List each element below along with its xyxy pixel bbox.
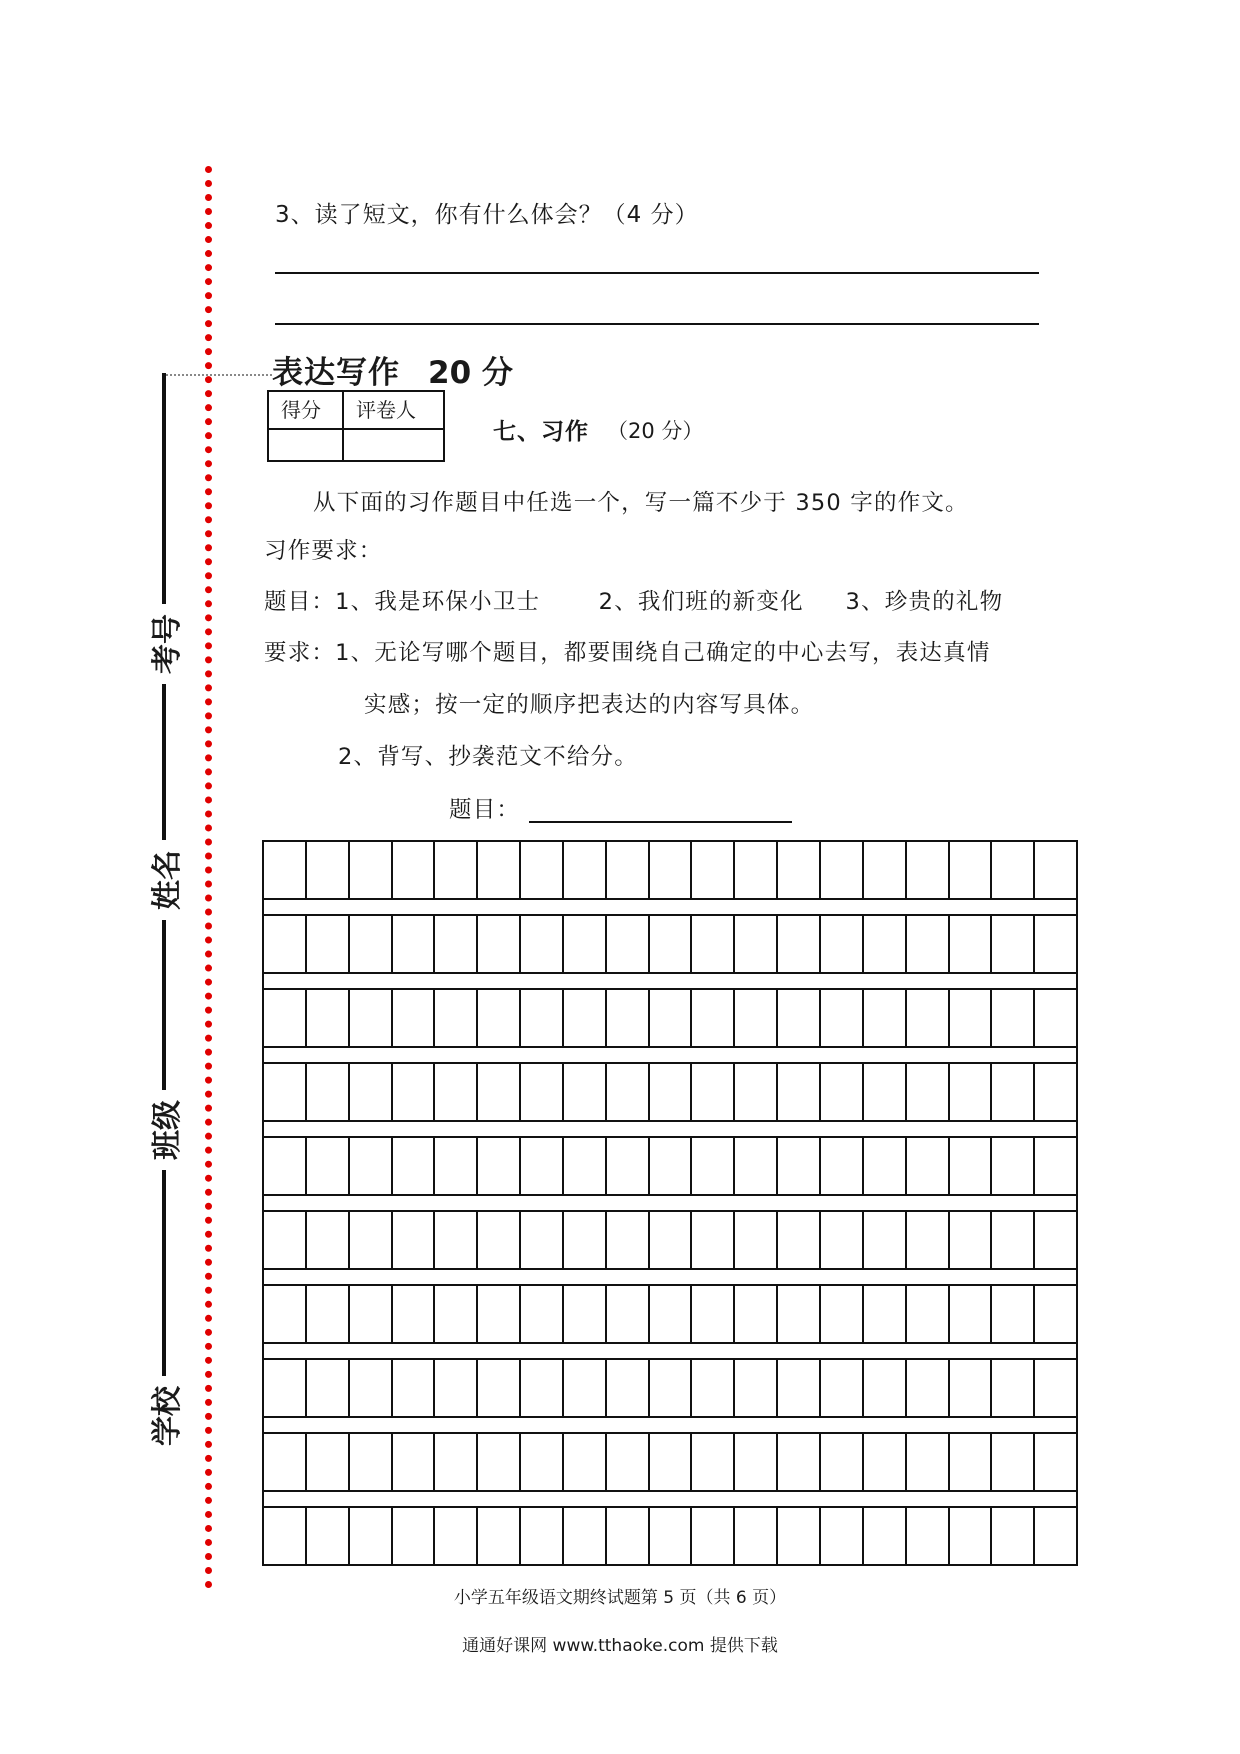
grid-cell[interactable] [907, 1508, 950, 1564]
grid-cell[interactable] [393, 1138, 436, 1194]
grid-cell[interactable] [264, 990, 307, 1046]
grid-cell[interactable] [992, 1360, 1035, 1416]
grid-cell[interactable] [735, 1434, 778, 1490]
grid-cell[interactable] [393, 1508, 436, 1564]
grid-cell[interactable] [264, 1064, 307, 1120]
topic-list: 题目：1、我是环保小卫士 2、我们班的新变化 3、珍贵的礼物 [264, 589, 1004, 615]
grid-cell[interactable] [778, 1064, 821, 1120]
grid-cell[interactable] [435, 842, 478, 898]
grid-cell[interactable] [864, 916, 907, 972]
grid-cell[interactable] [907, 1138, 950, 1194]
grid-cell[interactable] [1035, 1434, 1076, 1490]
grid-cell[interactable] [264, 1286, 307, 1342]
answer-line-2[interactable] [275, 323, 1039, 325]
grid-cell[interactable] [521, 1212, 564, 1268]
grid-cell[interactable] [992, 916, 1035, 972]
grid-cell[interactable] [907, 1064, 950, 1120]
grid-cell[interactable] [692, 842, 735, 898]
grid-cell[interactable] [864, 1360, 907, 1416]
grid-cell[interactable] [350, 1508, 393, 1564]
grid-cell[interactable] [650, 1138, 693, 1194]
grid-cell[interactable] [393, 916, 436, 972]
grid-cell[interactable] [393, 1212, 436, 1268]
requirement-1-line-2: 实感；按一定的顺序把表达的内容写具体。 [364, 692, 815, 718]
title-field-blank[interactable] [529, 821, 792, 823]
grid-cell[interactable] [778, 990, 821, 1046]
grid-cell[interactable] [907, 1434, 950, 1490]
grid-cell[interactable] [307, 1360, 350, 1416]
grid-cell[interactable] [778, 1212, 821, 1268]
grader-header: 评卷人 [344, 392, 443, 430]
grid-cell[interactable] [350, 1286, 393, 1342]
grid-cell[interactable] [950, 1434, 993, 1490]
grid-cell[interactable] [992, 990, 1035, 1046]
grid-row-gap [264, 1416, 1076, 1432]
grid-row-gap [264, 1268, 1076, 1284]
grid-cell[interactable] [564, 916, 607, 972]
grid-cell[interactable] [907, 916, 950, 972]
grid-cell[interactable] [735, 1286, 778, 1342]
grid-row-gap [264, 1490, 1076, 1506]
grid-cell[interactable] [950, 1138, 993, 1194]
grid-cell[interactable] [992, 1508, 1035, 1564]
score-cell[interactable] [269, 430, 344, 460]
grid-cell[interactable] [264, 1360, 307, 1416]
grid-cell[interactable] [692, 1138, 735, 1194]
grid-cell[interactable] [864, 842, 907, 898]
grid-cell[interactable] [821, 916, 864, 972]
grid-cell[interactable] [435, 1064, 478, 1120]
writing-instruction: 从下面的习作题目中任选一个，写一篇不少于 350 字的作文。 [313, 490, 969, 516]
grid-row [262, 1506, 1078, 1566]
score-table [267, 390, 445, 462]
grid-cell[interactable] [1035, 990, 1076, 1046]
grid-row [262, 1432, 1078, 1508]
grid-cell[interactable] [393, 1064, 436, 1120]
grid-cell[interactable] [821, 990, 864, 1046]
grid-cell[interactable] [1035, 1360, 1076, 1416]
writing-grid [262, 840, 1078, 1576]
source-credit: 通通好课网 www.tthaoke.com 提供下载 [462, 1636, 778, 1656]
grid-cell[interactable] [607, 842, 650, 898]
grid-cell[interactable] [435, 990, 478, 1046]
grid-row [262, 914, 1078, 990]
grid-cell[interactable] [564, 1064, 607, 1120]
grid-row [262, 988, 1078, 1064]
grid-cell[interactable] [393, 1360, 436, 1416]
question-7-score: （20 分） [607, 419, 704, 443]
grid-cell[interactable] [564, 1286, 607, 1342]
requirements-heading: 习作要求： [264, 538, 383, 564]
grid-cell[interactable] [650, 1508, 693, 1564]
grid-cell[interactable] [907, 990, 950, 1046]
grid-cell[interactable] [350, 842, 393, 898]
grid-cell[interactable] [264, 842, 307, 898]
grid-cell[interactable] [650, 916, 693, 972]
grid-cell[interactable] [521, 1360, 564, 1416]
grid-cell[interactable] [950, 990, 993, 1046]
grid-cell[interactable] [564, 1434, 607, 1490]
grid-cell[interactable] [821, 1360, 864, 1416]
grid-row [262, 1358, 1078, 1434]
grid-cell[interactable] [692, 1286, 735, 1342]
grid-cell[interactable] [992, 1138, 1035, 1194]
grid-cell[interactable] [950, 1064, 993, 1120]
grid-cell[interactable] [950, 1360, 993, 1416]
grid-cell[interactable] [992, 1064, 1035, 1120]
grid-cell[interactable] [435, 916, 478, 972]
grid-cell[interactable] [1035, 1064, 1076, 1120]
grid-cell[interactable] [778, 1360, 821, 1416]
grid-cell[interactable] [264, 1508, 307, 1564]
grid-cell[interactable] [478, 916, 521, 972]
grid-cell[interactable] [478, 1360, 521, 1416]
grid-cell[interactable] [950, 842, 993, 898]
grid-cell[interactable] [864, 1064, 907, 1120]
grid-cell[interactable] [907, 1212, 950, 1268]
grid-cell[interactable] [778, 1508, 821, 1564]
grid-cell[interactable] [350, 1064, 393, 1120]
grid-cell[interactable] [307, 1508, 350, 1564]
grid-cell[interactable] [435, 1360, 478, 1416]
grid-cell[interactable] [564, 1360, 607, 1416]
grid-cell[interactable] [435, 1434, 478, 1490]
grid-cell[interactable] [821, 1434, 864, 1490]
score-header: 得分 [269, 392, 344, 430]
grid-cell[interactable] [564, 1508, 607, 1564]
grid-cell[interactable] [521, 842, 564, 898]
grid-cell[interactable] [907, 1286, 950, 1342]
grid-cell[interactable] [950, 1286, 993, 1342]
grid-cell[interactable] [521, 916, 564, 972]
grid-cell[interactable] [992, 1212, 1035, 1268]
grid-row [262, 1136, 1078, 1212]
grid-cell[interactable] [478, 1138, 521, 1194]
grid-row-gap [264, 1120, 1076, 1136]
grid-cell[interactable] [692, 990, 735, 1046]
grid-cell[interactable] [1035, 916, 1076, 972]
grid-cell[interactable] [350, 1212, 393, 1268]
grid-cell[interactable] [778, 1138, 821, 1194]
grid-cell[interactable] [1035, 842, 1076, 898]
question-3-text: 3、读了短文，你有什么体会？（4 分） [275, 202, 699, 228]
grid-cell[interactable] [607, 1360, 650, 1416]
grid-cell[interactable] [864, 1212, 907, 1268]
grid-cell[interactable] [735, 916, 778, 972]
grid-cell[interactable] [992, 842, 1035, 898]
grid-cell[interactable] [650, 1212, 693, 1268]
grid-cell[interactable] [478, 1434, 521, 1490]
grid-cell[interactable] [564, 842, 607, 898]
grid-cell[interactable] [478, 1064, 521, 1120]
grid-cell[interactable] [478, 842, 521, 898]
grid-cell[interactable] [607, 1508, 650, 1564]
grid-cell[interactable] [521, 1286, 564, 1342]
grid-cell[interactable] [607, 990, 650, 1046]
grid-cell[interactable] [992, 1286, 1035, 1342]
grid-cell[interactable] [650, 842, 693, 898]
grid-row-gap [264, 1194, 1076, 1210]
grid-cell[interactable] [692, 1508, 735, 1564]
grid-cell[interactable] [864, 1286, 907, 1342]
grid-cell[interactable] [650, 1286, 693, 1342]
grid-cell[interactable] [778, 916, 821, 972]
grader-cell[interactable] [344, 430, 443, 460]
grid-cell[interactable] [821, 1212, 864, 1268]
grid-cell[interactable] [564, 1212, 607, 1268]
grid-cell[interactable] [950, 1508, 993, 1564]
grid-cell[interactable] [264, 916, 307, 972]
grid-cell[interactable] [692, 1434, 735, 1490]
grid-cell[interactable] [435, 1212, 478, 1268]
grid-cell[interactable] [992, 1434, 1035, 1490]
grid-cell[interactable] [393, 990, 436, 1046]
grid-row [262, 1210, 1078, 1286]
grid-cell[interactable] [478, 990, 521, 1046]
grid-cell[interactable] [778, 842, 821, 898]
grid-row [262, 1284, 1078, 1360]
grid-cell[interactable] [564, 990, 607, 1046]
class-label: 班级 [124, 1090, 204, 1170]
grid-cell[interactable] [307, 1138, 350, 1194]
binding-dotted-lead [166, 374, 272, 376]
grid-cell[interactable] [735, 1138, 778, 1194]
grid-cell[interactable] [607, 1286, 650, 1342]
grid-cell[interactable] [692, 916, 735, 972]
grid-cell[interactable] [307, 1212, 350, 1268]
grid-cell[interactable] [264, 1434, 307, 1490]
binding-cut-line [205, 166, 212, 1589]
grid-cell[interactable] [735, 990, 778, 1046]
section-score: 20 分 [428, 355, 513, 391]
grid-cell[interactable] [307, 1286, 350, 1342]
grid-cell[interactable] [864, 1508, 907, 1564]
school-label: 学校 [124, 1376, 204, 1456]
grid-cell[interactable] [350, 916, 393, 972]
grid-cell[interactable] [778, 1434, 821, 1490]
grid-cell[interactable] [350, 1360, 393, 1416]
grid-cell[interactable] [564, 1138, 607, 1194]
grid-row [262, 1062, 1078, 1138]
grid-cell[interactable] [607, 1434, 650, 1490]
grid-cell[interactable] [864, 1434, 907, 1490]
grid-cell[interactable] [521, 1138, 564, 1194]
title-field-label: 题目： [449, 797, 521, 823]
grid-cell[interactable] [650, 1434, 693, 1490]
grid-cell[interactable] [435, 1138, 478, 1194]
grid-cell[interactable] [1035, 1212, 1076, 1268]
grid-cell[interactable] [692, 1360, 735, 1416]
grid-cell[interactable] [821, 1138, 864, 1194]
answer-line-1[interactable] [275, 272, 1039, 274]
grid-cell[interactable] [521, 1434, 564, 1490]
grid-cell[interactable] [307, 916, 350, 972]
grid-cell[interactable] [393, 842, 436, 898]
grid-row-gap [264, 1046, 1076, 1062]
grid-cell[interactable] [307, 1064, 350, 1120]
grid-cell[interactable] [307, 990, 350, 1046]
grid-cell[interactable] [650, 1064, 693, 1120]
grid-cell[interactable] [478, 1212, 521, 1268]
grid-cell[interactable] [735, 842, 778, 898]
grid-cell[interactable] [435, 1286, 478, 1342]
grid-row-gap [264, 898, 1076, 914]
requirement-1-line-1: 要求：1、无论写哪个题目，都要围绕自己确定的中心去写，表达真情 [264, 640, 991, 666]
grid-cell[interactable] [950, 1212, 993, 1268]
grid-cell[interactable] [435, 1508, 478, 1564]
grid-row [262, 840, 1078, 916]
grid-cell[interactable] [307, 842, 350, 898]
grid-cell[interactable] [607, 916, 650, 972]
grid-cell[interactable] [607, 1212, 650, 1268]
grid-cell[interactable] [735, 1508, 778, 1564]
grid-cell[interactable] [907, 842, 950, 898]
grid-cell[interactable] [821, 1064, 864, 1120]
grid-cell[interactable] [907, 1360, 950, 1416]
grid-cell[interactable] [650, 990, 693, 1046]
grid-cell[interactable] [393, 1286, 436, 1342]
student-name-label: 姓名 [124, 840, 204, 920]
grid-cell[interactable] [264, 1138, 307, 1194]
grid-cell[interactable] [521, 1508, 564, 1564]
exam-number-label: 考号 [124, 604, 204, 684]
grid-cell[interactable] [1035, 1138, 1076, 1194]
grid-row-gap [264, 1342, 1076, 1358]
grid-cell[interactable] [478, 1508, 521, 1564]
grid-cell[interactable] [264, 1212, 307, 1268]
grid-cell[interactable] [521, 990, 564, 1046]
grid-cell[interactable] [821, 842, 864, 898]
grid-cell[interactable] [478, 1286, 521, 1342]
grid-cell[interactable] [521, 1064, 564, 1120]
grid-cell[interactable] [393, 1434, 436, 1490]
grid-cell[interactable] [821, 1508, 864, 1564]
grid-cell[interactable] [950, 916, 993, 972]
grid-cell[interactable] [350, 1138, 393, 1194]
grid-cell[interactable] [1035, 1508, 1076, 1564]
grid-cell[interactable] [650, 1360, 693, 1416]
grid-cell[interactable] [735, 1212, 778, 1268]
page-footer: 小学五年级语文期终试题第 5 页（共 6 页） [453, 1588, 787, 1608]
grid-cell[interactable] [864, 990, 907, 1046]
requirement-2: 2、背写、抄袭范文不给分。 [338, 744, 638, 770]
grid-cell[interactable] [307, 1434, 350, 1490]
question-7-title: 七、习作 [493, 419, 589, 445]
grid-cell[interactable] [607, 1064, 650, 1120]
grid-cell[interactable] [778, 1286, 821, 1342]
grid-cell[interactable] [607, 1138, 650, 1194]
grid-cell[interactable] [350, 1434, 393, 1490]
section-title: 表达写作 [272, 355, 400, 391]
grid-cell[interactable] [735, 1360, 778, 1416]
grid-cell[interactable] [864, 1138, 907, 1194]
grid-cell[interactable] [821, 1286, 864, 1342]
grid-cell[interactable] [692, 1212, 735, 1268]
grid-cell[interactable] [692, 1064, 735, 1120]
grid-row-gap [264, 972, 1076, 988]
grid-cell[interactable] [350, 990, 393, 1046]
grid-cell[interactable] [735, 1064, 778, 1120]
grid-cell[interactable] [1035, 1286, 1076, 1342]
